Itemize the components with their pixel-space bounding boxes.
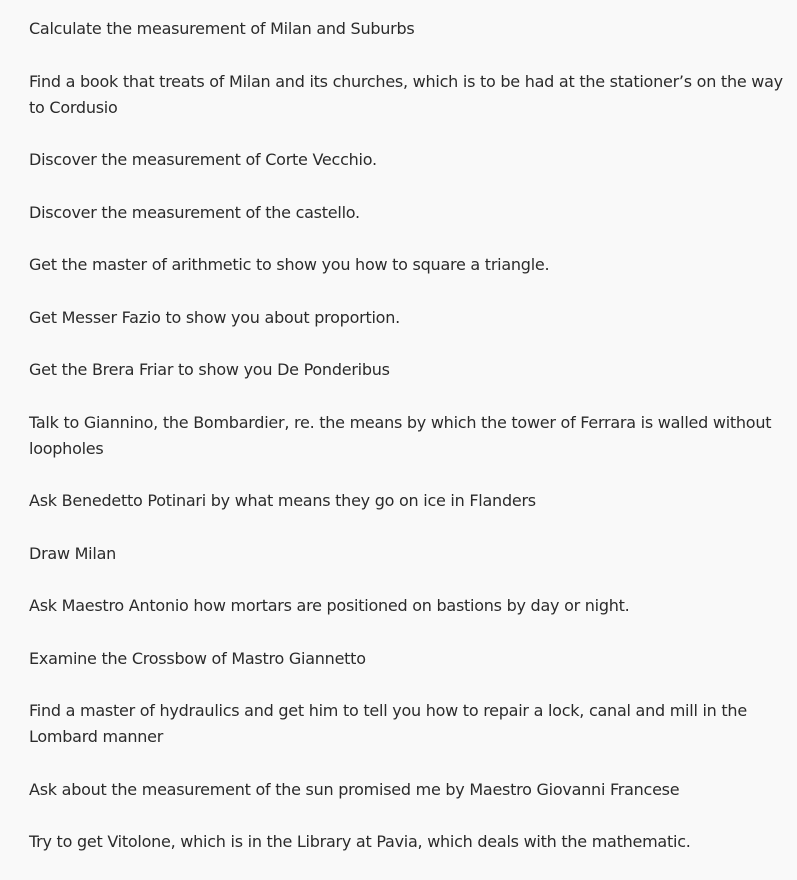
- list-item: Discover the measurement of Corte Vecchio.: [29, 150, 377, 169]
- list-item: Find a master of hydraulics and get him to tell you how to repair a lock, canal and mill in the Lombard manner: [29, 701, 747, 746]
- list-item: Get the master of arithmetic to show you how to square a triangle.: [29, 255, 550, 274]
- list-item: Examine the Crossbow of Mastro Giannetto: [29, 648, 366, 668]
- list-item: Get the Brera Friar to show you De Ponderibus: [29, 360, 390, 379]
- list-item: Ask Maestro Antonio how mortars are positioned on bastions by day or night.: [29, 596, 630, 615]
- list-item: Get Messer Fazio to show you about proportion.: [29, 307, 400, 327]
- list-item: Try to get Vitolone, which is in the Library at Pavia, which deals with the mathematic.: [29, 832, 691, 851]
- list-item: Find a book that treats of Milan and its churches, which is to be had at the stationer’s on the way to Cordusio: [29, 71, 783, 117]
- list-item: Talk to Giannino, the Bombardier, re. the means by which the tower of Ferrara is walled without loopholes: [29, 412, 772, 458]
- list-item: Calculate the measurement of Milan and Suburbs: [29, 19, 415, 38]
- todo-list: [29, 16, 789, 855]
- list-item: Ask about the measurement of the sun promised me by Maestro Giovanni Francese: [29, 779, 680, 799]
- list-item: Discover the measurement of the castello.: [29, 202, 360, 222]
- list-item: Draw Milan: [29, 543, 117, 563]
- list-item: Ask Benedetto Potinari by what means they go on ice in Flanders: [29, 491, 536, 510]
